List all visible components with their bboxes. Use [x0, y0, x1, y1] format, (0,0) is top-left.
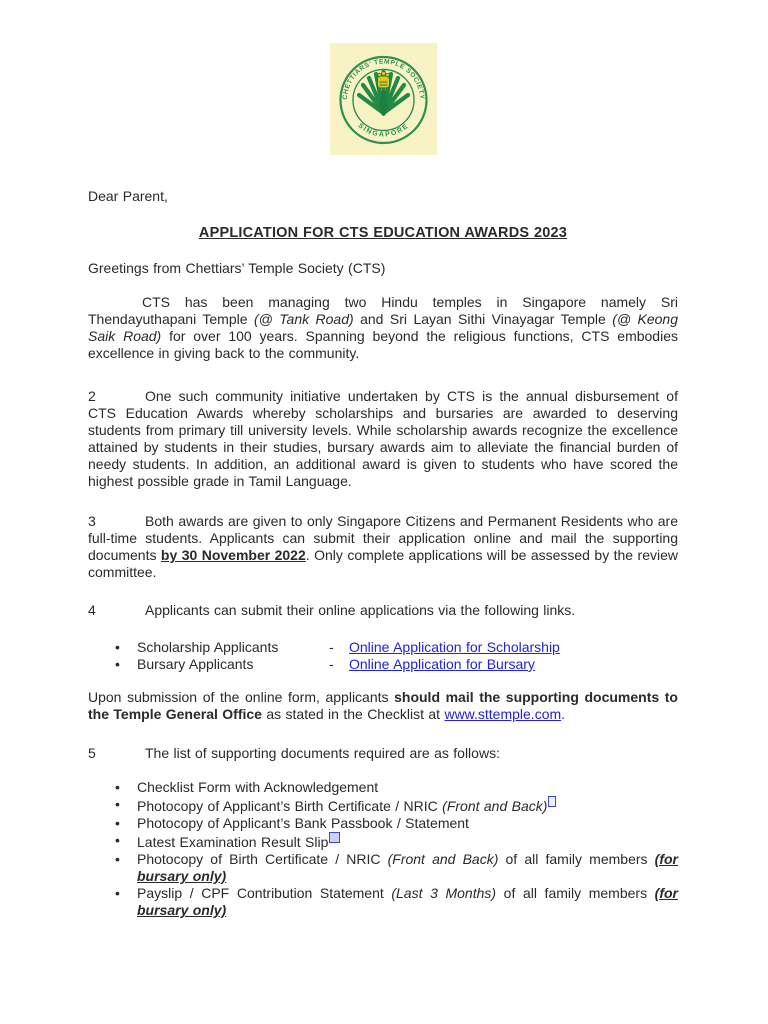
- list-item-birth-certificate: [88, 796, 678, 815]
- application-links-list: [88, 639, 678, 673]
- list-item-scholarship: [88, 639, 678, 656]
- cts-logo-graphic: [330, 43, 437, 155]
- paragraph-number: 3: [88, 513, 96, 529]
- list-item-checklist-form: [88, 779, 678, 796]
- bursary-only-note: (for bursary only): [137, 851, 678, 884]
- paragraph-text: One such community initiative undertaken by CTS is the annual disbursement of CTS Education Awards whereby scholarships and bursaries are awarded to deserving students from primary till university levels. While scholarship awards recognize the excellence attained by students in their studies, bursary awards aim to alleviate the financial burden of needy students. In addition, an additional award is given to students who have scored the highest possible grade in Tamil Language.: [88, 388, 678, 489]
- bursary-application-link[interactable]: Online Application for Bursary: [349, 656, 535, 672]
- document-text: Latest Examination Result Slip: [137, 834, 329, 850]
- paragraph-text: Applicants can submit their online applications via the following links.: [145, 602, 576, 618]
- paragraph-intro: [88, 294, 678, 362]
- paragraph-number: 4: [88, 602, 96, 618]
- italic-note: (Last 3 Months): [391, 885, 497, 901]
- sttemple-website-link[interactable]: www.sttemple.com: [444, 706, 562, 722]
- paragraph-text: .: [561, 706, 566, 722]
- paragraph-text: The list of supporting documents required are as follows:: [145, 745, 500, 761]
- paragraph-text: and Sri Layan Sithi Vinayagar Temple: [353, 311, 613, 327]
- paragraph-text: . Only complete applications will be assessed by the review committee.: [88, 547, 678, 580]
- paragraph-text: for over 100 years. Spanning beyond the religious functions, CTS embodies excellence in giving back to the community.: [88, 328, 678, 361]
- paragraph-2: [88, 388, 678, 490]
- list-item-family-birth-certificates: [88, 851, 678, 885]
- list-item-bank-passbook: [88, 815, 678, 832]
- paragraph-number: 5: [88, 745, 96, 761]
- dash-separator: -: [329, 639, 334, 655]
- italic-note: (Front and Back): [442, 798, 548, 814]
- salutation: Dear Parent,: [88, 188, 168, 204]
- crown-icon: [378, 72, 390, 89]
- paragraph-3: [88, 513, 678, 581]
- document-text: Photocopy of Applicant’s Bank Passbook / Statement: [137, 815, 469, 831]
- paragraph-upon-submission: [88, 689, 678, 723]
- dash-separator: -: [329, 656, 334, 672]
- footnote-marker-icon[interactable]: [548, 797, 556, 810]
- supporting-documents-list: [88, 779, 678, 919]
- italic-note: (Front and Back): [387, 851, 499, 867]
- applicant-type-label: Scholarship Applicants: [137, 639, 279, 655]
- paragraph-text: as stated in the Checklist at: [261, 706, 445, 722]
- bursary-only-note: (for bursary only): [137, 885, 678, 918]
- paragraph-text: Both awards are given to only Singapore Citizens and Permanent Residents who are full-time students. Applicants can submit their application online and mail the supporting documents: [88, 513, 678, 563]
- letter-title: APPLICATION FOR CTS EDUCATION AWARDS 2023: [198, 225, 568, 241]
- document-text: of all family members: [496, 885, 655, 901]
- bold-mail-instruction: should mail the supporting documents to the Temple General Office: [88, 689, 678, 722]
- paragraph-5: [88, 745, 678, 762]
- paragraph-text: CTS has been managing two Hindu temples in Singapore namely Sri Thendayuthapani Temple: [88, 294, 678, 327]
- italic-road-tank: (@ Tank Road): [253, 311, 354, 327]
- applicant-type-label: Bursary Applicants: [137, 656, 254, 672]
- paragraph-number: 2: [88, 388, 96, 404]
- list-item-bursary: [88, 656, 678, 673]
- italic-road-keong-saik: (@ Keong Saik Road): [88, 311, 679, 344]
- logo-arc-text-bottom: SINGAPORE: [356, 122, 411, 139]
- scholarship-application-link[interactable]: Online Application for Scholarship: [349, 639, 560, 655]
- logo-arc-text-top: CHETTIARS’ TEMPLE SOCIETY: [341, 58, 426, 100]
- letter-body: [88, 188, 678, 919]
- document-text: Photocopy of Applicant’s Birth Certificate / NRIC: [137, 798, 443, 814]
- list-item-payslip-cpf: [88, 885, 678, 919]
- document-text: of all family members: [498, 851, 655, 867]
- document-text: Photocopy of Birth Certificate / NRIC: [137, 851, 388, 867]
- paragraph-text: Upon submission of the online form, applicants: [88, 689, 395, 705]
- deadline-text: by 30 November 2022: [160, 547, 306, 563]
- greeting-line: Greetings from Chettiars’ Temple Society (CTS): [88, 260, 386, 276]
- list-item-exam-result-slip: [88, 832, 678, 851]
- document-text: Checklist Form with Acknowledgement: [137, 779, 379, 795]
- footnote-marker-icon[interactable]: [329, 833, 340, 846]
- document-text: Payslip / CPF Contribution Statement: [137, 885, 392, 901]
- paragraph-4: [88, 602, 678, 619]
- cts-logo-seal: [330, 43, 437, 155]
